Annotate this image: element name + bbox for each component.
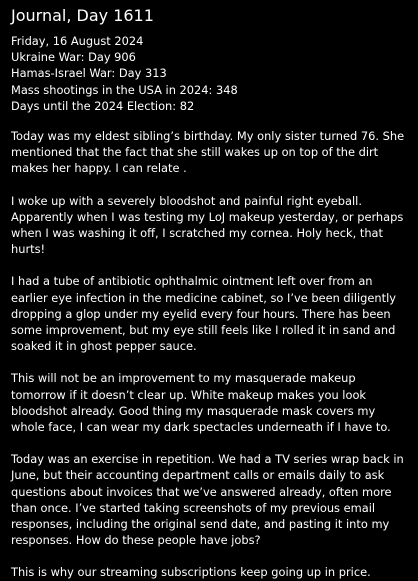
paragraph-streaming: This is why our streaming subscriptions keep going up in price. <box>11 565 371 580</box>
paragraph-eye-injury: I woke up with a severely bloodshot and painful right eyeball. Apparently when I was testing my LoJ makeup yesterday, or perhaps when I was washing it off, I scratched my cornea. Holy heck, that hurts! <box>11 193 404 257</box>
paragraph-masquerade: This will not be an improvement to my masquerade makeup tomorrow if it doesn’t clear up. White makeup makes you look bloodshot already. Good thing my masquerade mask covers my whole face, I can wear my dark spectacles underneath if I have to. <box>11 371 391 435</box>
paragraph-ointment: I had a tube of antibiotic ophthalmic ointment left over from an earlier eye infection in the medicine cabinet, so I’ve been diligently dropping a glop under my eyelid every four hours. There has been some improvement, but my eye still feels like I rolled it in sand and soaked it in ghost pepper sauce. <box>11 274 396 354</box>
stat-hamas-israel-war: Hamas-Israel War: Day 313 <box>11 66 167 81</box>
stat-mass-shootings: Mass shootings in the USA in 2024: 348 <box>11 82 238 97</box>
stat-election-countdown: Days until the 2024 Election: 82 <box>11 98 195 113</box>
stat-ukraine-war: Ukraine War: Day 906 <box>11 50 136 65</box>
page-title: Journal, Day 1611 <box>11 6 154 25</box>
stats-block <box>11 33 408 114</box>
stat-date: Friday, 16 August 2024 <box>11 34 144 48</box>
paragraph-accounting: Today was an exercise in repetition. We had a TV series wrap back in June, but their accounting department calls or emails daily to ask questions about invoices that we’ve answered already, often more than once. I’ve started taking screenshots of my previous email responses, including the original send date, and pasting it into my responses. How do these people have jobs? <box>11 452 404 548</box>
paragraph-birthday: Today was my eldest sibling’s birthday. My only sister turned 76. She mentioned that the fact that she still wakes up on top of the dirt makes her happy. I can relate . <box>11 129 405 176</box>
